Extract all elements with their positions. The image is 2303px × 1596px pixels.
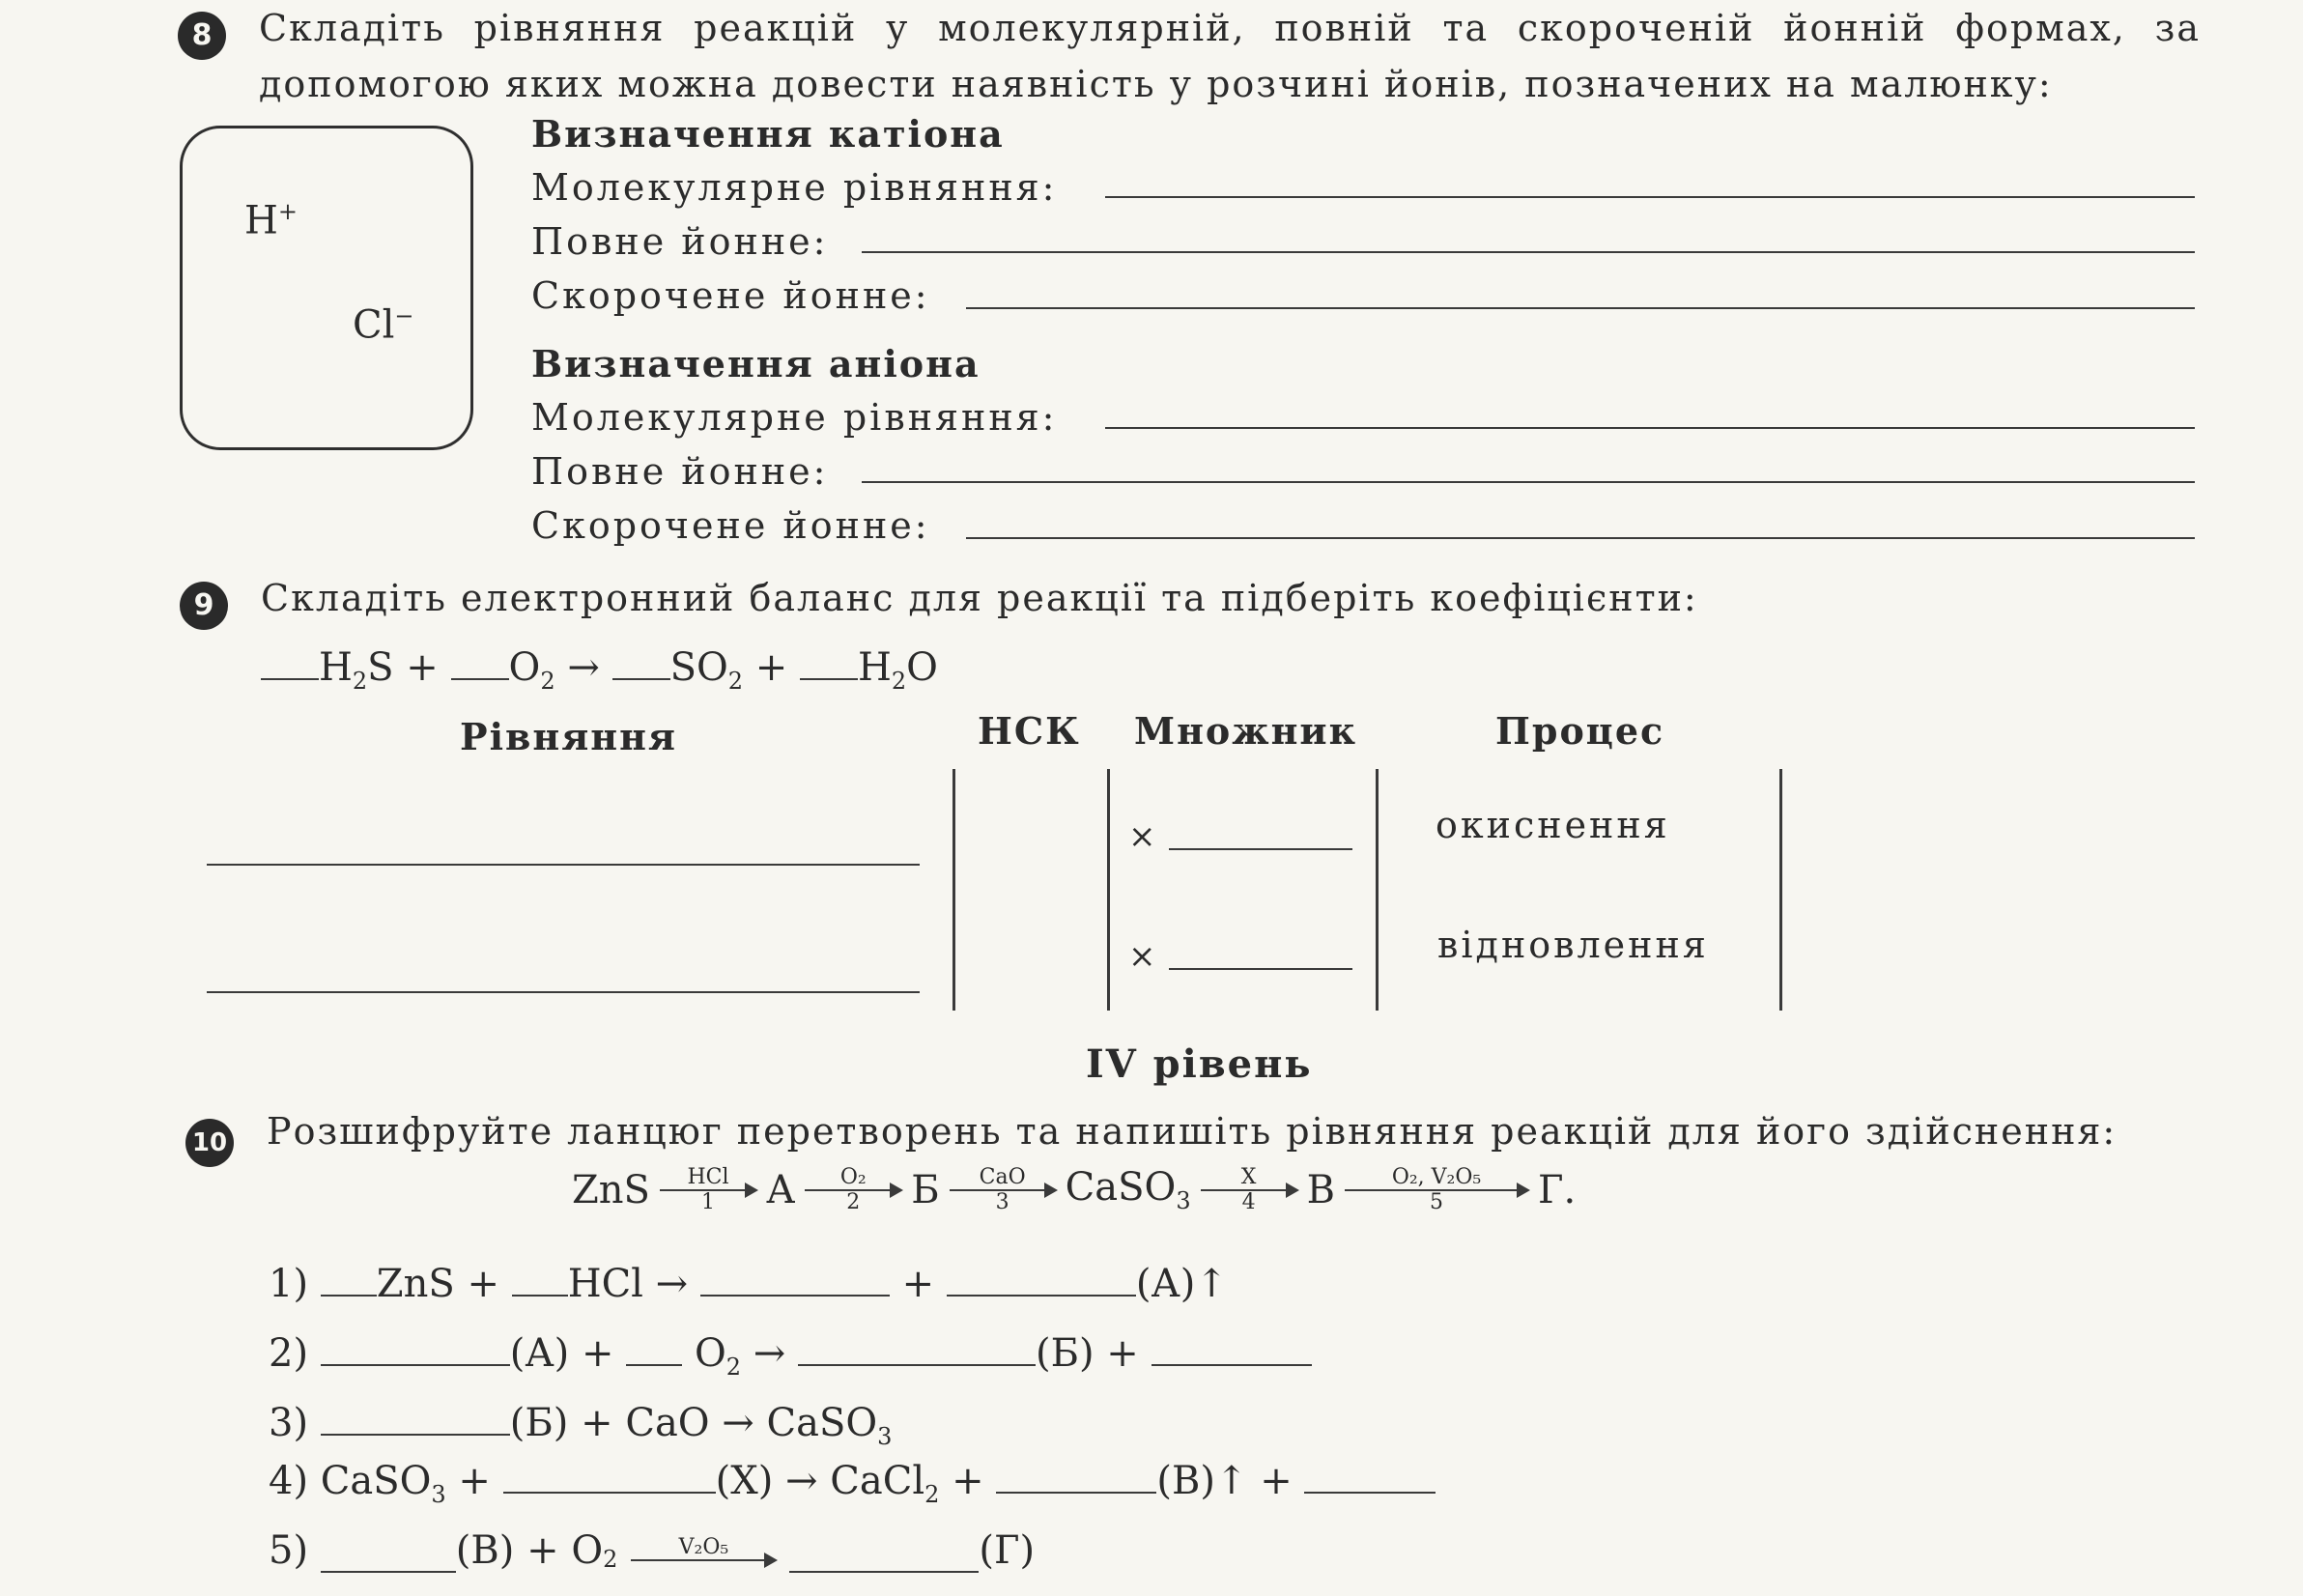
r1-product-blank-1[interactable]: [700, 1266, 890, 1297]
chain-arrow-5: O₂, V₂O₅ 5: [1345, 1166, 1528, 1214]
chain-zns: ZnS: [572, 1167, 650, 1212]
chain-node-v: В: [1306, 1167, 1336, 1212]
reaction-2: 2) $(А) + O_2 \to (Б)$ +: [269, 1331, 1312, 1381]
transformation-chain: [572, 1165, 1576, 1214]
task-9-equation: $H_2S + O_2 \to SO_2 + H_2O$: [261, 645, 938, 695]
anion-molecular-label: Молекулярне рівняння:: [531, 396, 1058, 439]
r4-product-blank-1[interactable]: [996, 1463, 1156, 1494]
task-8-text: Складіть рівняння реакцій у молекулярній, повній та скороченій йонній формах, за допомогою яких можна довести наявність у розчині йонів, позначених на малюнку:: [259, 7, 2201, 105]
ion-chloride-symbol: Cl: [353, 302, 395, 348]
col-header-process: Процес: [1495, 709, 1665, 753]
reaction-5: 5) (В) + O $_2$ V₂O₅ (Г): [269, 1528, 1036, 1573]
task-9-number: 9: [180, 582, 228, 630]
r1-coef-blank-1[interactable]: [321, 1266, 377, 1297]
col-header-oxidation-state: НСК: [978, 709, 1081, 753]
ion-chloride-charge: −: [394, 302, 414, 329]
cation-short-ionic-label: Скорочене йонне:: [531, 274, 930, 317]
reaction-3: 3) (Б) + CaO → CaSO$_3$: [269, 1401, 893, 1450]
r1-coef-blank-2[interactable]: [512, 1266, 568, 1297]
task-9-text: Складіть електронний баланс для реакції та підберіть коефіцієнти:: [261, 577, 1698, 619]
cation-molecular-answer-line[interactable]: [1105, 196, 2195, 198]
r2-coef-blank[interactable]: [626, 1335, 682, 1366]
task-10-number: 10: [185, 1119, 234, 1167]
chain-node-a: А: [765, 1167, 796, 1212]
task-8-number: 8: [178, 12, 226, 60]
ion-hydrogen: [244, 198, 298, 242]
balance-equation-line-1[interactable]: [207, 864, 920, 866]
r5-reactant-blank[interactable]: [321, 1542, 456, 1573]
cation-full-ionic-answer-line[interactable]: [862, 251, 2195, 253]
r4-product-blank-2[interactable]: [1304, 1463, 1436, 1494]
multiplier-times-1: ×: [1128, 817, 1156, 856]
chain-arrow-4: X 4: [1201, 1166, 1297, 1214]
coef-blank-4[interactable]: [800, 649, 858, 680]
coef-blank-1[interactable]: [261, 649, 319, 680]
table-divider-4: [1779, 769, 1782, 1011]
col-header-equation: Рівняння: [460, 715, 677, 758]
anion-molecular-answer-line[interactable]: [1105, 427, 2195, 429]
anion-full-ionic-label: Повне йонне:: [531, 450, 829, 493]
r2-product-blank-1[interactable]: [798, 1335, 1036, 1366]
r5-product-blank[interactable]: [789, 1542, 979, 1573]
reaction-4: 4) CaSO$_3$ + (X) → CaCl$_2$ + (В)↑ +: [269, 1459, 1436, 1508]
r5-arrow: V₂O₅: [631, 1536, 776, 1561]
ion-chloride: [353, 302, 414, 347]
table-divider-3: [1376, 769, 1379, 1011]
anion-heading: Визначення аніона: [531, 342, 981, 385]
coef-blank-2[interactable]: [451, 649, 509, 680]
chain-node-b: Б: [911, 1167, 940, 1212]
r3-reactant-blank[interactable]: [321, 1405, 510, 1436]
multiplier-times-2: ×: [1128, 937, 1156, 976]
ions-box: [180, 126, 473, 450]
cation-full-ionic-label: Повне йонне:: [531, 220, 829, 263]
r4-reactant-blank[interactable]: [503, 1463, 716, 1494]
cation-molecular-label: Молекулярне рівняння:: [531, 166, 1058, 209]
chain-node-g: Г.: [1538, 1167, 1577, 1212]
col-header-multiplier: Множник: [1134, 709, 1358, 753]
multiplier-answer-line-2[interactable]: [1169, 968, 1352, 970]
anion-short-ionic-label: Скорочене йонне:: [531, 504, 930, 547]
reaction-1: 1) ZnS + HCl → + (А)↑: [269, 1262, 1228, 1306]
chain-caso3: CaSO$_3$: [1065, 1165, 1191, 1214]
r2-reactant-blank[interactable]: [321, 1335, 510, 1366]
chain-arrow-2: O₂ 2: [805, 1166, 901, 1214]
coef-blank-3[interactable]: [612, 649, 670, 680]
process-oxidation: окиснення: [1436, 804, 1670, 846]
chain-arrow-1: HCl 1: [660, 1166, 756, 1214]
anion-full-ionic-answer-line[interactable]: [862, 481, 2195, 483]
task-10-text: Розшифруйте ланцюг перетворень та напишіть рівняння реакцій для його здійснення:: [267, 1110, 2118, 1153]
balance-equation-line-2[interactable]: [207, 991, 920, 993]
multiplier-answer-line-1[interactable]: [1169, 848, 1352, 850]
chain-arrow-3: CaO 3: [950, 1166, 1056, 1214]
table-divider-1: [952, 769, 955, 1011]
process-reduction: відновлення: [1437, 924, 1709, 966]
table-divider-2: [1107, 769, 1110, 1011]
cation-heading: Визначення катіона: [531, 112, 1005, 156]
r1-product-blank-2[interactable]: [947, 1266, 1136, 1297]
ion-hydrogen-charge: +: [277, 198, 298, 225]
anion-short-ionic-answer-line[interactable]: [966, 537, 2195, 539]
ion-hydrogen-symbol: H: [244, 198, 278, 243]
cation-short-ionic-answer-line[interactable]: [966, 307, 2195, 309]
r2-product-blank-2[interactable]: [1152, 1335, 1312, 1366]
level-heading: IV рівень: [1086, 1041, 1313, 1087]
